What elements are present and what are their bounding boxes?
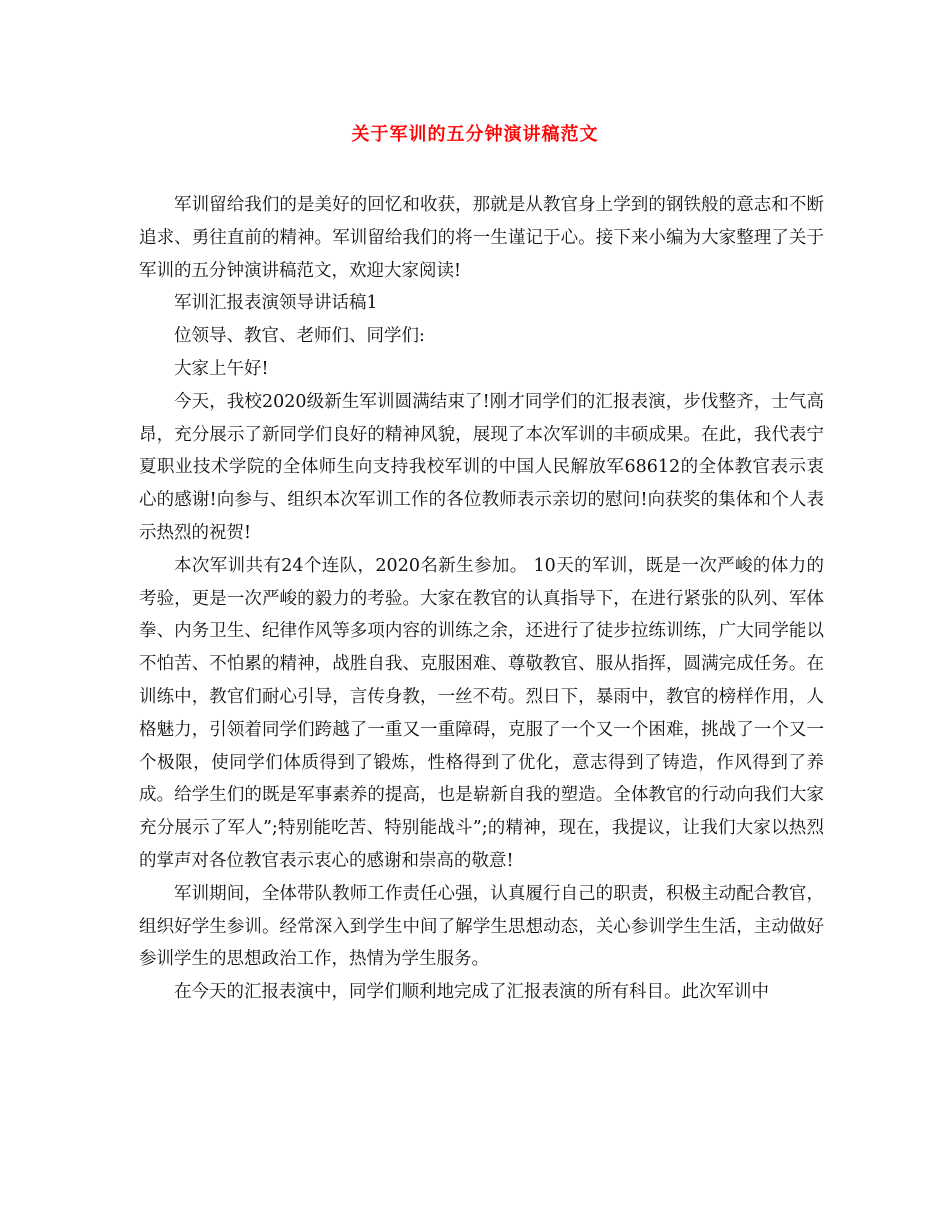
paragraph-performance: 在今天的汇报表演中，同学们顺利地完成了汇报表演的所有科目。此次军训中 — [174, 982, 769, 1003]
document-title: 关于军训的五分钟演讲稿范文 — [351, 124, 599, 145]
paragraph-speech-heading: 军训汇报表演领导讲话稿1 — [174, 293, 378, 314]
paragraph-greeting: 大家上午好! — [174, 358, 269, 379]
paragraph-salutation: 位领导、教官、老师们、同学们: — [174, 326, 425, 347]
paragraph-teachers: 军训期间，全体带队教师工作责任心强，认真履行自己的职责，积极主动配合教官，组织好学生参训。经常深入到学生中间了解学生思想动态，关心参训学生生活，主动做好参训学生的思想政治工作，热情为学生服务。 — [139, 883, 824, 970]
paragraph-opening: 今天，我校2020级新生军训圆满结束了!刚才同学们的汇报表演，步伐整齐，士气高昂，充分展示了新同学们良好的精神风貌，展现了本次军训的丰硕成果。在此，我代表宁夏职业技术学院的全体师生向支持我校军训的中国人民解放军68612的全体教官表示衷心的感谢!向参与、组织本次军训工作的各位教师表示亲切的慰问!向获奖的集体和个人表示热烈的祝贺! — [139, 391, 824, 543]
paragraph-intro: 军训留给我们的是美好的回忆和收获，那就是从教官身上学到的钢铁般的意志和不断追求、勇往直前的精神。军训留给我们的将一生谨记于心。接下来小编为大家整理了关于军训的五分钟演讲稿范文，欢迎大家阅读! — [139, 195, 824, 281]
document-body — [139, 189, 824, 1009]
paragraph-training-summary: 本次军训共有24个连队，2020名新生参加。 10天的军训，既是一次严峻的体力的考验，更是一次严峻的毅力的考验。大家在教官的认真指导下，在进行紧张的队列、军体拳、内务卫生、纪律作风等多项内容的训练之余，还进行了徒步拉练训练，广大同学能以不怕苦、不怕累的精神，战胜自我、克服困难、尊敬教官、服从指挥，圆满完成任务。在训练中，教官们耐心引导，言传身教，一丝不苟。烈日下，暴雨中，教官的榜样作用，人格魅力，引领着同学们跨越了一重又一重障碍，克服了一个又一个困难，挑战了一个又一个极限，使同学们体质得到了锻炼，性格得到了优化，意志得到了铸造，作风得到了养成。给学生们的既是军事素养的提高，也是崭新自我的塑造。全体教官的行动向我们大家充分展示了军人”;特别能吃苦、特别能战斗”;的精神，现在，我提议，让我们大家以热烈的掌声对各位教官表示衷心的感谢和崇高的敬意! — [139, 555, 824, 871]
